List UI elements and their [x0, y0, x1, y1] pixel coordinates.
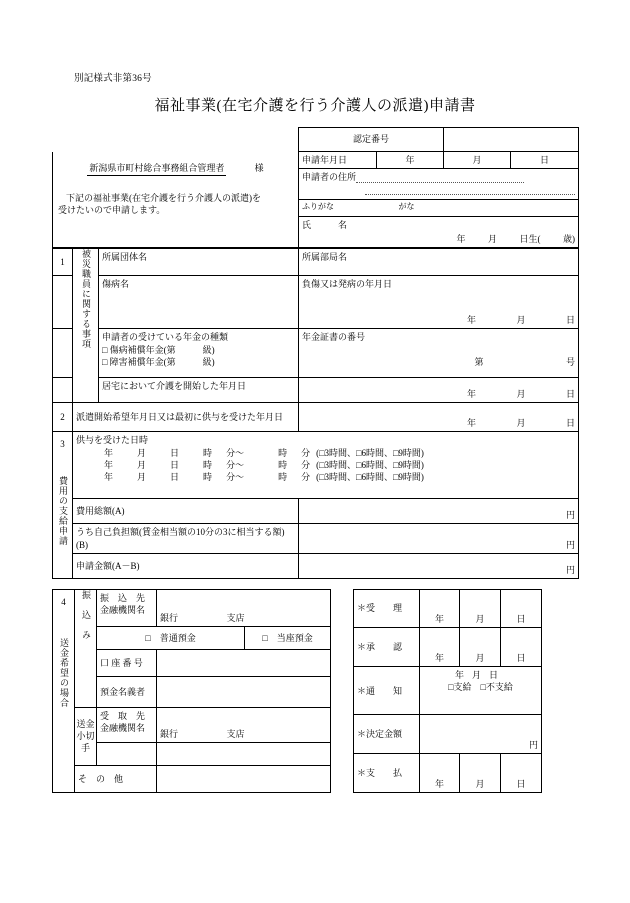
approval-row-year[interactable]: 年	[420, 754, 460, 793]
approval-row-month[interactable]: 月	[460, 589, 501, 628]
supply-hour-to: 時	[278, 471, 288, 482]
main-form-table	[52, 248, 579, 578]
row-number-4-cell	[53, 589, 75, 792]
supply-month: 月	[137, 459, 147, 470]
approval-row-label: ＊承 認	[354, 628, 420, 667]
approval-row-day[interactable]: 日	[501, 589, 542, 628]
injury-name-label[interactable]: 傷病名	[99, 276, 299, 303]
account-no-label: 口 座 番 号	[97, 649, 157, 676]
furigana-gana: がな	[398, 202, 415, 212]
check-extra-cell[interactable]	[97, 742, 157, 765]
injury-name-value[interactable]	[99, 302, 299, 329]
row-number-4: 4	[61, 596, 66, 607]
check-extra-value[interactable]	[157, 742, 331, 765]
approval-row-label: ＊受 理	[354, 589, 420, 628]
approval-row-month[interactable]: 月	[460, 628, 501, 667]
page-title: 福祉事業(在宅介護を行う介護人の派遣)申請書	[154, 98, 476, 114]
org-member-label[interactable]: 所属団体名	[99, 249, 299, 276]
apply-amount-value[interactable]: 円	[299, 553, 579, 578]
pension-cert-label: 年金証書の番号	[302, 332, 366, 343]
approval-row-amount[interactable]: 円	[420, 715, 542, 754]
org-suffix: 様	[254, 162, 264, 173]
address-row[interactable]	[299, 169, 579, 200]
dispatch-date-value[interactable]: 年 月 日	[299, 403, 579, 432]
recv-bank-label: 受 取 先 金融機関名	[97, 707, 157, 742]
pension-kind-label: 申請者の受けている年金の種類	[102, 332, 229, 343]
approval-row-day[interactable]: 日	[501, 754, 542, 793]
apply-date-day[interactable]: 日	[511, 152, 579, 169]
approval-row-label: ＊決定金額	[354, 715, 420, 754]
org-dept-label[interactable]: 所属部局名	[299, 249, 579, 276]
birth-month[interactable]: 月	[488, 234, 498, 245]
supply-min-from: 分～	[226, 447, 245, 458]
supply-min-to: 分	[301, 459, 311, 470]
name-row[interactable]	[299, 217, 579, 248]
supply-duration-options[interactable]: (□3時間、□6時間、□9時間)	[316, 459, 424, 470]
supply-day: 日	[170, 447, 180, 458]
remittance-table	[52, 589, 331, 793]
other-value[interactable]	[157, 765, 331, 792]
supply-min-to: 分	[301, 471, 311, 482]
approval-row-month[interactable]: 月	[460, 754, 501, 793]
apply-amount-label: 申請金額(A－B)	[73, 553, 299, 578]
approval-no-label: 認定番号	[299, 128, 444, 152]
care-start-value[interactable]: 年 月 日	[299, 378, 579, 403]
pension-option-disability[interactable]: □ 障害補償年金(第 級)	[102, 356, 215, 367]
total-cost-label: 費用総額(A)	[73, 499, 299, 524]
approval-table	[353, 589, 542, 793]
supply-min-from: 分～	[226, 471, 245, 482]
approval-no-value[interactable]	[444, 128, 579, 152]
approval-row-day[interactable]: 日	[501, 628, 542, 667]
care-start-label: 居宅において介護を開始した年月日	[99, 378, 299, 403]
birth-day[interactable]: 日生(	[519, 234, 541, 245]
birth-year[interactable]: 年	[456, 234, 466, 245]
address-label: 申請者の住所	[302, 172, 357, 183]
supply-datetime-row[interactable]	[76, 471, 575, 483]
furigana-label: ふりがな	[302, 202, 334, 212]
bottom-section	[52, 589, 578, 793]
approval-row-label: ＊支 払	[354, 754, 420, 793]
supply-year: 年	[104, 459, 114, 470]
statement-line-2: 受けたいので申請します。	[58, 204, 166, 215]
side-label-remittance: 送金希望の場合	[59, 637, 69, 708]
supply-min-to: 分	[301, 447, 311, 458]
supply-datetime-row[interactable]	[76, 447, 575, 459]
form-number: 別記様式非第36号	[74, 74, 152, 84]
recv-bank-value[interactable]: 銀行 支店	[157, 707, 331, 742]
account-type-touza[interactable]: □ 当座預金	[245, 626, 331, 649]
side-label-cost-claim: 費用の支給申請	[58, 475, 68, 546]
supply-hour-from: 時	[203, 471, 213, 482]
pension-kind-cell[interactable]	[99, 329, 299, 378]
pension-cert-go: 号	[565, 356, 575, 367]
supply-year: 年	[104, 471, 114, 482]
transfer-bank-label: 振 込 先 金融機関名	[97, 589, 157, 626]
org-name: 新潟県市町村総合事務組合管理者	[87, 162, 226, 176]
supply-month: 月	[137, 447, 147, 458]
supply-datetime-row[interactable]	[76, 459, 575, 471]
approval-row-year[interactable]: 年	[420, 589, 460, 628]
row-number-1: 1	[53, 249, 73, 276]
self-pay-label: うち自己負担額(賃金相当額の10分の3に相当する額)(B)	[73, 524, 299, 553]
supply-duration-options[interactable]: (□3時間、□6時間、□9時間)	[316, 447, 424, 458]
birth-age[interactable]: 歳)	[563, 234, 576, 245]
other-label: そ の 他	[75, 765, 157, 792]
applicant-header-table	[52, 127, 579, 248]
total-cost-value[interactable]: 円	[299, 499, 579, 524]
account-no-value[interactable]	[157, 649, 331, 676]
account-type-futsu[interactable]: □ 普通預金	[97, 626, 245, 649]
org-address-block	[53, 152, 299, 248]
row-number-2: 2	[53, 403, 73, 432]
supply-hour-to: 時	[278, 447, 288, 458]
transfer-bank-value[interactable]: 銀行 支店	[157, 589, 331, 626]
supply-datetime-block[interactable]	[73, 432, 579, 499]
supply-year: 年	[104, 447, 114, 458]
approval-row-year[interactable]: 年	[420, 628, 460, 667]
side-label-affected-employee: 被災職員に関する事項	[73, 249, 99, 403]
transfer-label-cell: 振 込 み	[75, 589, 97, 707]
injury-date-label: 負傷又は発病の年月日	[299, 276, 579, 303]
supply-hour-from: 時	[203, 447, 213, 458]
injury-date-value[interactable]: 年 月 日	[299, 302, 579, 329]
furigana-row	[299, 200, 579, 217]
supply-min-from: 分～	[226, 459, 245, 470]
supply-hour-to: 時	[278, 459, 288, 470]
apply-date-label: 申請年月日	[299, 152, 377, 169]
pension-option-injury[interactable]: □ 傷病補償年金(第 級)	[102, 344, 215, 355]
approval-row-label: ＊通 知	[354, 666, 420, 715]
apply-date-month[interactable]: 月	[444, 152, 511, 169]
pension-cert-dai: 第	[474, 356, 484, 367]
apply-date-year[interactable]: 年	[377, 152, 444, 169]
supply-duration-options[interactable]: (□3時間、□6時間、□9時間)	[316, 471, 424, 482]
supply-hour-from: 時	[203, 459, 213, 470]
pension-cert-cell[interactable]	[299, 329, 579, 378]
dispatch-date-label: 派遣開始希望年月日又は最初に供与を受けた年月日	[73, 403, 299, 432]
check-label-cell: 送金小切手	[75, 707, 97, 765]
supply-month: 月	[137, 471, 147, 482]
account-holder-value[interactable]	[157, 676, 331, 707]
supply-day: 日	[170, 459, 180, 470]
supply-datetime-label: 供与を受けた日時	[76, 435, 149, 446]
account-holder-label: 預金名義者	[97, 676, 157, 707]
row-number-3: 3	[60, 439, 65, 450]
supply-datetime-rows	[76, 447, 575, 483]
approval-row-notice[interactable]: 年月日 □支給 □不支給	[420, 666, 542, 715]
row-number-3-cell	[53, 432, 73, 578]
statement-line-1: 下記の福祉事業(在宅介護を行う介護人の派遣)を	[66, 192, 261, 203]
name-label: 氏 名	[302, 220, 348, 231]
self-pay-value[interactable]: 円	[299, 524, 579, 553]
supply-day: 日	[170, 471, 180, 482]
